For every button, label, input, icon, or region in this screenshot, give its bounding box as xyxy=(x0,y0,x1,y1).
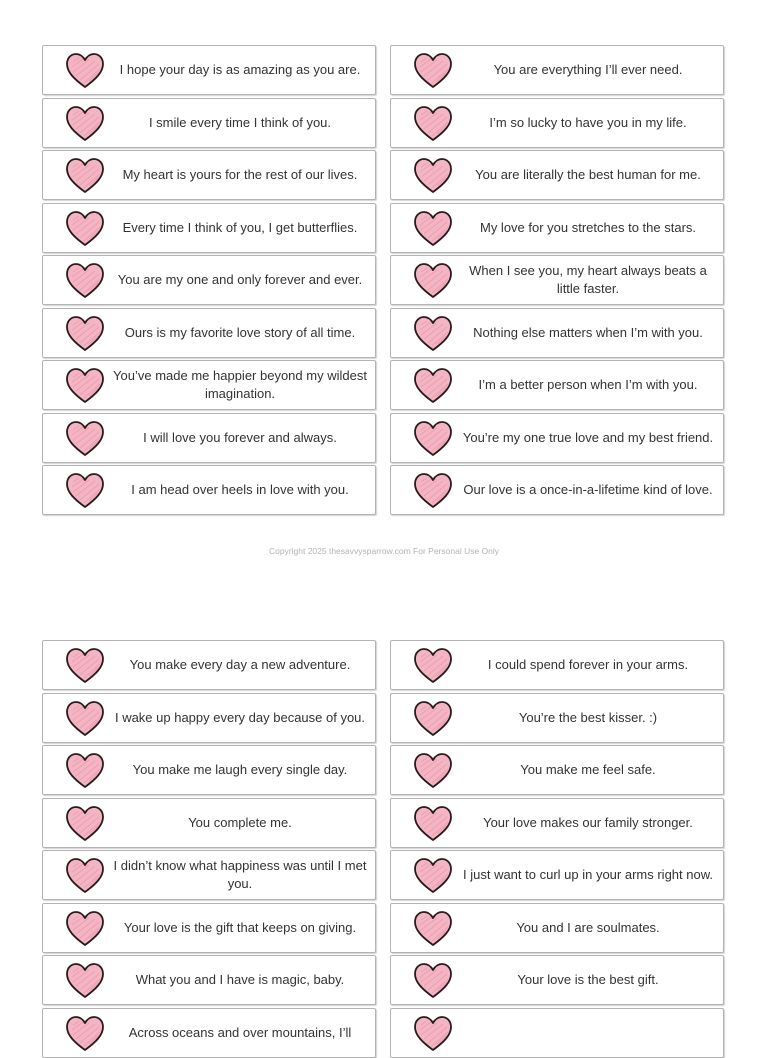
message-card xyxy=(42,203,376,253)
card-message: Ours is my favorite love story of all time. xyxy=(124,324,356,340)
heart-icon xyxy=(65,52,105,90)
message-card xyxy=(42,413,376,463)
message-card xyxy=(390,955,724,1005)
heart-icon xyxy=(65,910,105,948)
message-card xyxy=(390,360,724,410)
message-card xyxy=(390,203,724,253)
card-message: I’m a better person when I’m with you. xyxy=(478,377,698,392)
heart-icon xyxy=(65,1015,105,1053)
message-card xyxy=(42,308,376,358)
message-card xyxy=(390,693,724,743)
card-message: You make me laugh every single day. xyxy=(132,762,348,777)
message-card xyxy=(42,640,376,690)
message-card xyxy=(42,255,376,305)
message-card xyxy=(42,1008,376,1058)
heart-icon xyxy=(65,472,105,510)
message-card xyxy=(42,903,376,953)
heart-icon xyxy=(65,262,105,300)
message-card xyxy=(390,255,724,305)
message-card xyxy=(42,850,376,900)
message-card xyxy=(390,640,724,690)
card-message: My heart is yours for the rest of our lives. xyxy=(122,167,358,182)
copyright-footer: Copyright 2025 thesavvysparrow.com For Personal Use Only xyxy=(268,546,500,556)
message-card xyxy=(390,413,724,463)
heart-icon xyxy=(65,315,105,353)
message-card xyxy=(390,465,724,515)
card-message: Your love makes our family stronger. xyxy=(483,814,693,830)
heart-icon xyxy=(65,857,105,895)
message-card xyxy=(390,98,724,148)
message-card xyxy=(42,745,376,795)
heart-icon xyxy=(65,367,105,405)
message-card xyxy=(42,693,376,743)
card-message: Your love is the gift that keeps on giving. xyxy=(123,919,357,935)
heart-icon xyxy=(413,420,453,458)
message-card xyxy=(390,850,724,900)
message-card xyxy=(390,798,724,848)
heart-icon xyxy=(65,210,105,248)
heart-icon xyxy=(65,647,105,685)
card-message: Our love is a once-in-a-lifetime kind of love. xyxy=(463,482,713,497)
card-message: I wake up happy every day because of you. xyxy=(114,709,366,725)
card-message: You are everything I’ll ever need. xyxy=(493,62,683,77)
card-message: You are literally the best human for me. xyxy=(475,167,701,182)
message-card xyxy=(42,360,376,410)
card-message: You are my one and only forever and ever. xyxy=(117,272,363,287)
heart-icon xyxy=(65,157,105,195)
message-card xyxy=(42,98,376,148)
card-message xyxy=(459,1009,717,1057)
card-message: I just want to curl up in your arms right now. xyxy=(463,867,713,882)
card-message: You and I are soulmates. xyxy=(516,919,660,935)
card-message: Nothing else matters when I’m with you. xyxy=(473,324,703,340)
heart-icon xyxy=(65,700,105,738)
message-card xyxy=(390,745,724,795)
card-message: Your love is the best gift. xyxy=(517,972,659,987)
card-message: I could spend forever in your arms. xyxy=(487,657,689,672)
heart-icon xyxy=(413,367,453,405)
message-card xyxy=(42,45,376,95)
card-message: You’re my one true love and my best friend. xyxy=(462,429,714,445)
card-message: Every time I think of you, I get butterflies. xyxy=(122,219,358,235)
heart-icon xyxy=(413,52,453,90)
heart-icon xyxy=(413,962,453,1000)
heart-icon xyxy=(65,752,105,790)
heart-icon xyxy=(65,420,105,458)
card-message: I’m so lucky to have you in my life. xyxy=(489,114,687,130)
message-card xyxy=(390,45,724,95)
heart-icon xyxy=(65,805,105,843)
heart-icon xyxy=(65,105,105,143)
message-card xyxy=(390,150,724,200)
heart-icon xyxy=(413,752,453,790)
heart-icon xyxy=(413,105,453,143)
message-card xyxy=(390,903,724,953)
card-message: My love for you stretches to the stars. xyxy=(479,219,697,235)
message-card xyxy=(42,150,376,200)
card-message: You’ve made me happier beyond my wildest imagination. xyxy=(113,368,367,401)
heart-icon xyxy=(413,805,453,843)
card-message: I am head over heels in love with you. xyxy=(131,482,349,497)
card-message: I will love you forever and always. xyxy=(143,429,337,445)
heart-icon xyxy=(413,262,453,300)
heart-icon xyxy=(413,1015,453,1053)
message-card xyxy=(390,308,724,358)
card-message: You’re the best kisser. :) xyxy=(518,709,658,725)
message-card xyxy=(42,798,376,848)
heart-icon xyxy=(413,472,453,510)
message-card xyxy=(42,465,376,515)
card-message: You complete me. xyxy=(188,814,292,830)
card-message: You make every day a new adventure. xyxy=(129,657,351,672)
card-message: I smile every time I think of you. xyxy=(148,114,332,130)
message-card xyxy=(42,955,376,1005)
heart-icon xyxy=(413,315,453,353)
heart-icon xyxy=(413,910,453,948)
heart-icon xyxy=(65,962,105,1000)
message-card xyxy=(390,1008,724,1058)
card-message: You make me feel safe. xyxy=(520,762,656,777)
heart-icon xyxy=(413,157,453,195)
heart-icon xyxy=(413,647,453,685)
heart-icon xyxy=(413,700,453,738)
card-message: What you and I have is magic, baby. xyxy=(135,972,345,987)
card-message: When I see you, my heart always beats a little faster. xyxy=(469,263,707,296)
heart-icon xyxy=(413,210,453,248)
card-message: I hope your day is as amazing as you are. xyxy=(119,62,361,77)
card-message: Across oceans and over mountains, I’ll xyxy=(128,1024,352,1040)
card-message: I didn’t know what happiness was until I met you. xyxy=(113,858,367,891)
heart-icon xyxy=(413,857,453,895)
